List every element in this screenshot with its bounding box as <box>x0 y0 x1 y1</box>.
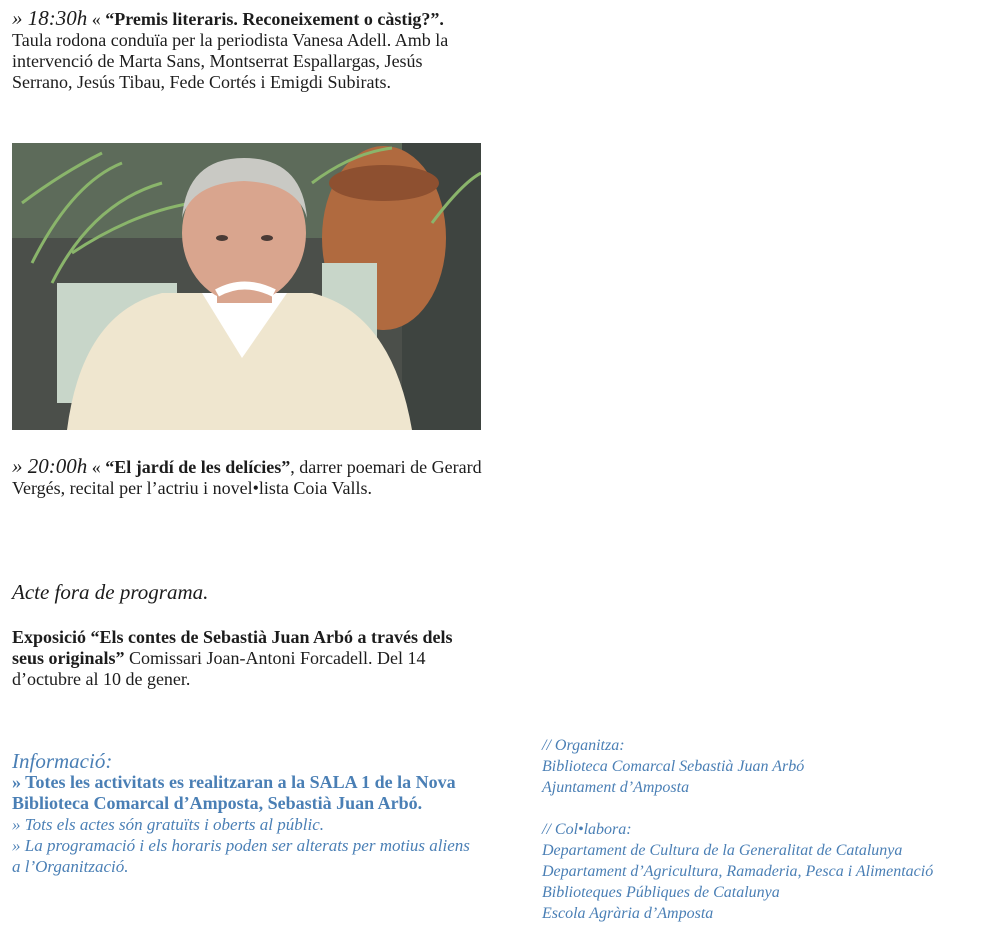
organitza-item: Ajuntament d’Amposta <box>542 779 690 796</box>
event-title: “Premis literaris. Reconeixement o càstig?”. <box>105 9 444 29</box>
collabora-item: Biblioteques Públiques de Catalunya <box>542 884 780 901</box>
event-2000 <box>12 456 482 499</box>
information-venue: » Totes les activitats es realitzaran a la SALA 1 de la Nova Biblioteca Comarcal d’Amposta, Sebastià Juan Arbó. <box>12 772 456 813</box>
information-free: » Tots els actes són gratuïts i oberts al públic. <box>12 815 325 834</box>
event-1830 <box>12 8 482 93</box>
event-time: » 18:30h <box>12 6 88 30</box>
exhibition-description: Comissari Joan-Antoni Forcadell. Del 14 d’octubre al 10 de gener. <box>12 648 426 689</box>
separator: « <box>91 457 101 477</box>
exhibition-title: Exposició “Els contes de Sebastià Juan Arbó a través dels seus originals” <box>12 627 453 668</box>
portrait-photo <box>12 143 481 430</box>
organitza-label: // Organitza: <box>542 737 625 754</box>
separator: « <box>91 9 101 29</box>
credits-block <box>542 735 982 924</box>
collabora-item: Escola Agrària d’Amposta <box>542 905 714 922</box>
collabora-item: Departament d’Agricultura, Ramaderia, Pesca i Alimentació <box>542 863 934 880</box>
extra-subheading: Acte fora de programa. <box>12 580 209 604</box>
information-heading: Informació: <box>12 749 113 773</box>
event-title: “El jardí de les delícies” <box>105 457 291 477</box>
exhibition <box>12 627 482 690</box>
event-description: Taula rodona conduïa per la periodista Vanesa Adell. Amb la intervenció de Marta Sans, Montserrat Espallargas, Jesús Serrano, Jesús Tibau, Fede Cortés i Emigdi Subirats. <box>12 30 449 92</box>
organitza-item: Biblioteca Comarcal Sebastià Juan Arbó <box>542 758 805 775</box>
information-block <box>12 750 482 877</box>
collabora-label: // Col•labora: <box>542 821 632 838</box>
collabora-item: Departament de Cultura de la Generalitat de Catalunya <box>542 842 903 859</box>
information-changes: » La programació i els horaris poden ser alterats per motius aliens a l’Organització. <box>12 836 470 876</box>
event-description: , darrer poemari de Gerard Vergés, recital per l’actriu i novel•lista Coia Valls. <box>12 457 482 498</box>
event-time: » 20:00h <box>12 454 88 478</box>
